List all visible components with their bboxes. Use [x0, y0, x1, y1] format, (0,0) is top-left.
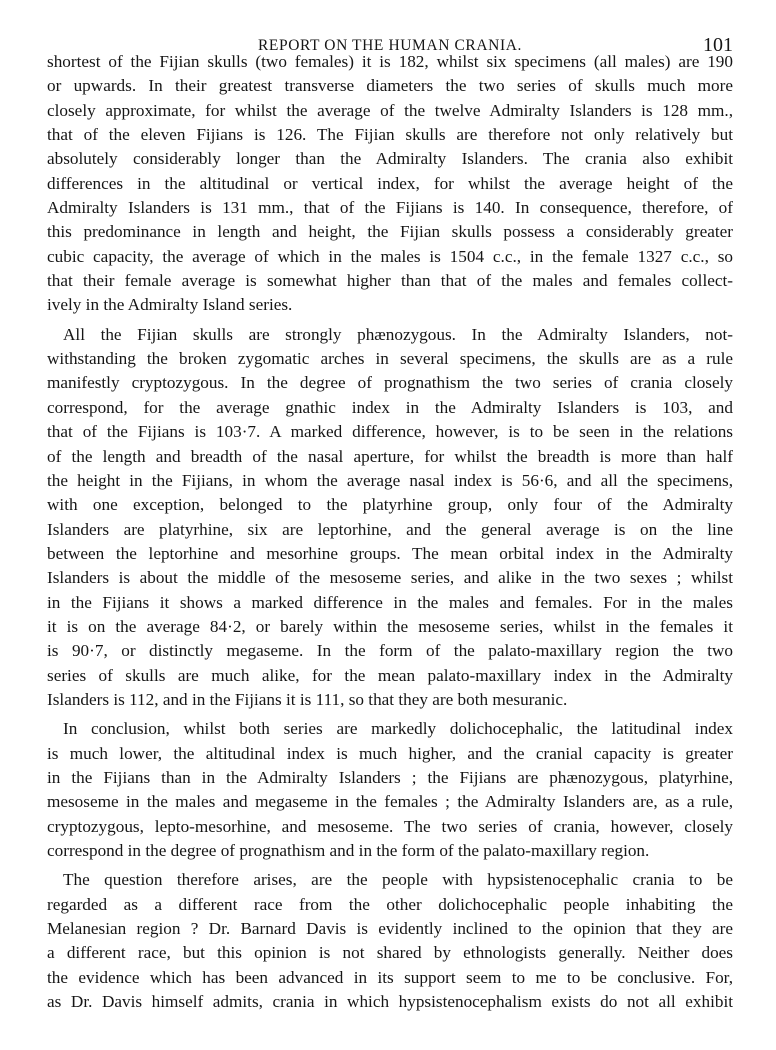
text-line: mesoseme in the males and megaseme in the females ; the Admiralty Islanders are, as a rule, — [47, 792, 733, 812]
running-title: REPORT ON THE HUMAN CRANIA. — [257, 37, 522, 54]
text-line: a different race, but this opinion is not shared by ethnologists generally. Neither does — [47, 943, 733, 963]
text-line: this predominance in length and height, the Fijian skulls possess a considerably greater — [47, 222, 733, 242]
text-line: regarded as a different race from the other dolichocephalic people inhabiting the — [47, 894, 733, 914]
text-line: that their female average is somewhat higher than that of the males and females collect- — [47, 271, 733, 291]
text-line: withstanding the broken zygomatic arches in several specimens, the skulls are as a rule — [47, 349, 733, 369]
text-line: Islanders is 112, and in the Fijians it is 111, so that they are both mesuranic. — [47, 689, 568, 709]
text-line: correspond, for the average gnathic index in the Admiralty Islanders is 103, and — [47, 397, 733, 417]
text-line: it is on the average 84·2, or barely within the mesoseme series, whilst in the females it — [47, 616, 733, 636]
text-line: that of the eleven Fijians is 126. The Fijian skulls are therefore not only relatively but — [47, 125, 733, 145]
text-line: is much lower, the altitudinal index is much higher, and the cranial capacity is greater — [47, 743, 733, 763]
text-line: of the length and breadth of the nasal aperture, for whilst the breadth is more than half — [47, 446, 733, 466]
text-line: the height in the Fijians, in whom the average nasal index is 56·6, and all the specimens, — [47, 470, 733, 490]
text-line: The question therefore arises, are the people with hypsistenocephalic crania to be — [63, 870, 733, 890]
text-line: Islanders is about the middle of the mesoseme series, and alike in the two sexes ; whilst — [47, 568, 733, 588]
text-line: ively in the Admiralty Island series. — [47, 295, 293, 315]
text-line: cubic capacity, the average of which in the males is 1504 c.c., in the female 1327 c.c., so — [47, 246, 733, 266]
text-line: is 90·7, or distinctly megaseme. In the form of the palato-maxillary region the two — [47, 641, 733, 661]
text-line: cryptozygous, lepto-mesorhine, and mesoseme. The two series of crania, however, closely — [47, 816, 733, 836]
page-number: 101 — [703, 34, 733, 56]
paragraph — [47, 868, 733, 1014]
paragraph — [47, 323, 733, 713]
text-line: All the Fijian skulls are strongly phænozygous. In the Admiralty Islanders, not- — [63, 324, 733, 344]
text-line: correspond in the degree of prognathism and in the form of the palato-maxillary region. — [47, 841, 650, 860]
text-line: the evidence which has been advanced in its support seem to me to be conclusive. For, — [47, 967, 733, 987]
text-line: in the Fijians it shows a marked difference in the males and females. For in the males — [47, 592, 733, 612]
text-line: Melanesian region ? Dr. Barnard Davis is evidently inclined to the opinion that they are — [47, 919, 733, 939]
text-line: absolutely considerably longer than the Admiralty Islanders. The crania also exhibit — [47, 149, 733, 169]
text-line: differences in the altitudinal or vertical index, for whilst the average height of the — [47, 173, 733, 193]
text-line: shortest of the Fijian skulls (two females) it is 182, whilst six specimens (all males) are 190 — [47, 52, 733, 71]
paragraph — [47, 717, 733, 863]
text-line: that of the Fijians is 103·7. A marked difference, however, is to be seen in the relations — [47, 422, 733, 442]
text-line: in the Fijians than in the Admiralty Islanders ; the Fijians are phænozygous, platyrhine, — [47, 767, 733, 787]
paragraph — [47, 50, 733, 318]
text-line: as Dr. Davis himself admits, crania in which hypsistenocephalism exists do not all exhibit — [47, 992, 733, 1012]
text-line: series of skulls are much alike, for the mean palato-maxillary index in the Admiralty — [47, 665, 733, 685]
text-line: In conclusion, whilst both series are markedly dolichocephalic, the latitudinal index — [63, 719, 733, 739]
text-line: or upwards. In their greatest transverse diameters the two series of skulls much more — [47, 76, 733, 96]
body-text — [47, 50, 733, 1014]
text-line: manifestly cryptozygous. In the degree of prognathism the two series of crania closely — [47, 373, 733, 393]
text-line: closely approximate, for whilst the average of the twelve Admiralty Islanders is 128 mm., — [47, 100, 733, 120]
text-line: Admiralty Islanders is 131 mm., that of the Fijians is 140. In consequence, therefore, of — [47, 198, 733, 218]
text-line: with one exception, belonged to the platyrhine group, only four of the Admiralty — [47, 495, 733, 515]
text-line: between the leptorhine and mesorhine groups. The mean orbital index in the Admiralty — [47, 543, 733, 563]
text-line: Islanders are platyrhine, six are leptorhine, and the general average is on the line — [47, 519, 733, 539]
